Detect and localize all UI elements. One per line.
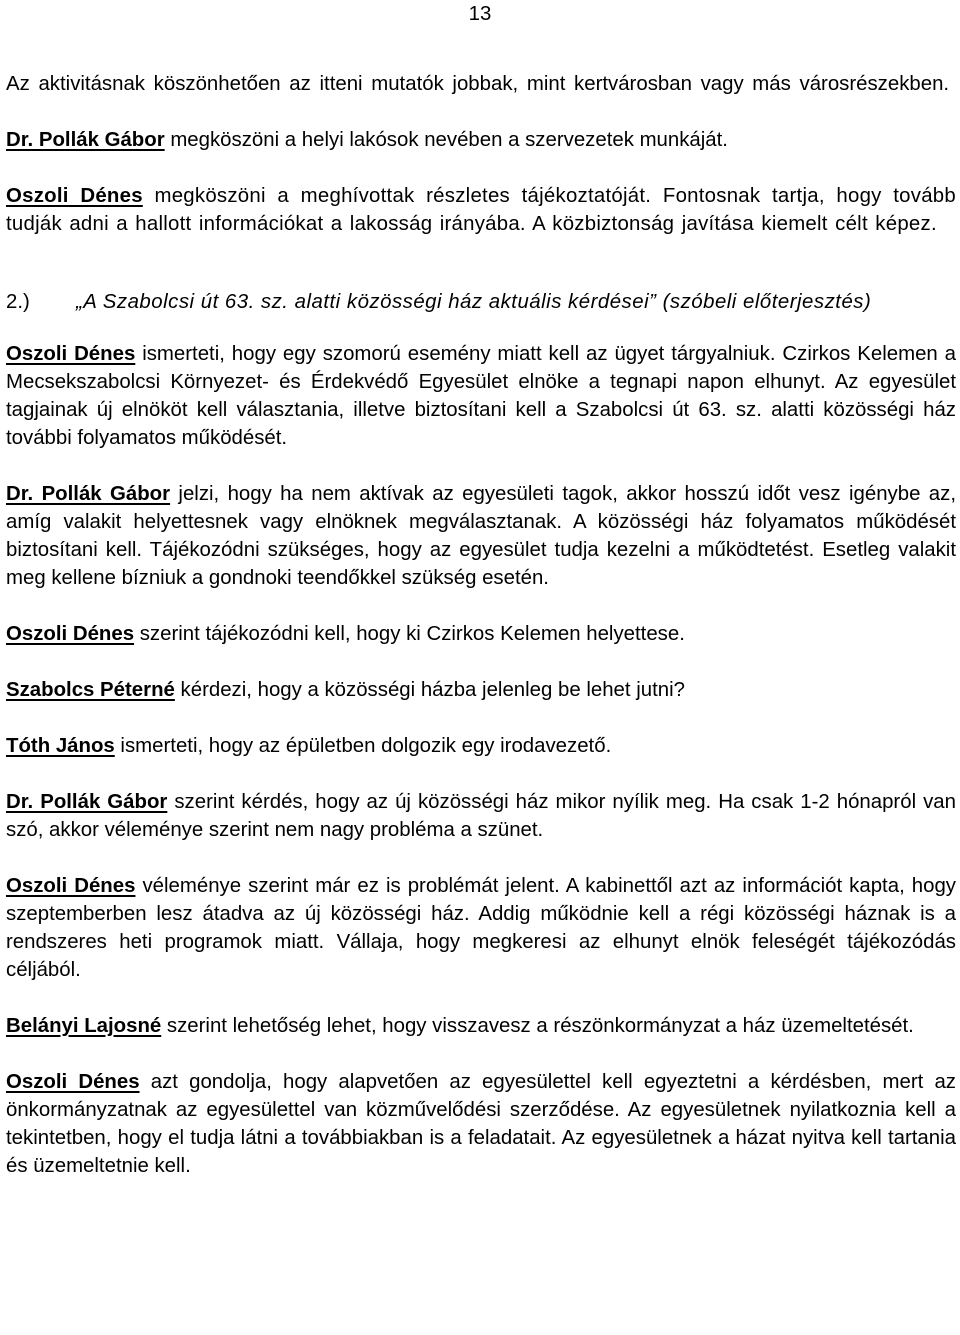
agenda-item-heading [6, 288, 956, 316]
agenda-title: „A Szabolcsi út 63. sz. alatti közösségi ház aktuális kérdései” (szóbeli előterjesztés) [76, 291, 872, 313]
paragraph-pollak-thanks [6, 126, 956, 154]
speaker-name: Tóth János [6, 735, 115, 757]
paragraph-text: ismerteti, hogy egy szomorú esemény miatt kell az ügyet tárgyalniuk. Czirkos Kelemen a Mecsekszabolcsi Környezet- és Érdekvédő Egyesület elnöke a tegnapi napon elhunyt. Az egyesület tagjainak új elnököt kell választania, illetve biztosítani kell a Szabolcsi út 63. sz. alatti közösségi ház további folyamatos működését. [6, 343, 956, 449]
paragraph-text: véleménye szerint már ez is problémát jelent. A kabinettől azt az információt kapta, hogy szeptemberben lesz átadva az új közösségi ház. Addig működnie kell a régi közösségi háznak is a rendszeres heti programok miatt. Vállaja, hogy megkeresi az elhunyt elnök feleségét tájékozódás céljából. [6, 875, 956, 981]
paragraph-oszoli-conclusion [6, 1068, 956, 1180]
paragraph-belanyi-opinion [6, 1012, 956, 1040]
paragraph-oszoli-inquire [6, 620, 956, 648]
paragraph-text: megköszöni a meghívottak részletes tájékoztatóját. Fontosnak tartja, hogy tovább tudják adni a hallott információkat a lakosság irányába. A közbiztonság javítása kiemelt célt képez. [6, 185, 956, 235]
paragraph-pollak-signals [6, 480, 956, 592]
paragraph-intro: Az aktivitásnak köszönhetően az itteni mutatók jobbak, mint kertvárosban vagy más városrészekben. [6, 73, 950, 95]
agenda-number: 2.) [6, 291, 30, 313]
speaker-name: Szabolcs Péterné [6, 679, 175, 701]
paragraph-text: kérdezi, hogy a közösségi házba jelenleg be lehet jutni? [174, 679, 685, 701]
paragraph-text: jelzi, hogy ha nem aktívak az egyesületi tagok, akkor hosszú időt vesz igénybe az, amíg valakit helyettesnek vagy elnöknek megválasztanak. A közösségi ház folyamatos működését biztosítani kell. Tájékozódni szükséges, hogy az egyesület tudja kezelni a működtetést. Esetleg valakit meg kellene bízniuk a gondnoki teendőkkel szükség esetén. [6, 483, 956, 589]
speaker-name: Oszoli Dénes [6, 875, 136, 897]
paragraph-pollak-question [6, 788, 956, 844]
speaker-name: Oszoli Dénes [6, 185, 143, 207]
paragraph-oszoli-informs [6, 340, 956, 452]
document-body [6, 70, 956, 1180]
speaker-name: Oszoli Dénes [6, 343, 136, 365]
paragraph-text: szerint kérdés, hogy az új közösségi ház mikor nyílik meg. Ha csak 1-2 hónapról van szó, akkor véleménye szerint nem nagy probléma a szünet. [6, 791, 956, 841]
speaker-name: Dr. Pollák Gábor [6, 129, 165, 151]
speaker-name: Oszoli Dénes [6, 1071, 140, 1093]
paragraph-text: szerint tájékozódni kell, hogy ki Czirkos Kelemen helyettese. [134, 623, 685, 645]
speaker-name: Dr. Pollák Gábor [6, 791, 168, 813]
paragraph-text: szerint lehetőség lehet, hogy visszavesz a részönkormányzat a ház üzemeltetését. [161, 1015, 914, 1037]
paragraph-szabolcs-asks [6, 676, 956, 704]
paragraph-oszoli-opinion [6, 872, 956, 984]
speaker-name: Oszoli Dénes [6, 623, 135, 645]
paragraph-oszoli-thanks [6, 182, 956, 238]
speaker-name: Belányi Lajosné [6, 1015, 162, 1037]
paragraph-text: ismerteti, hogy az épületben dolgozik egy irodavezető. [114, 735, 612, 757]
page-number: 13 [468, 3, 492, 25]
paragraph-text: megköszöni a helyi lakósok nevében a szervezetek munkáját. [164, 129, 728, 151]
paragraph-toth-informs [6, 732, 956, 760]
paragraph-text: azt gondolja, hogy alapvetően az egyesülettel kell egyeztetni a kérdésben, mert az önkormányzatnak az egyesülettel van közművelődési szerződése. Az egyesületnek nyilatkoznia kell a tekintetben, hogy el tudja látni a továbbiakban is a feladatait. Az egyesületnek a házat nyitva kell tartania és üzemeltetnie kell. [6, 1071, 956, 1177]
speaker-name: Dr. Pollák Gábor [6, 483, 171, 505]
